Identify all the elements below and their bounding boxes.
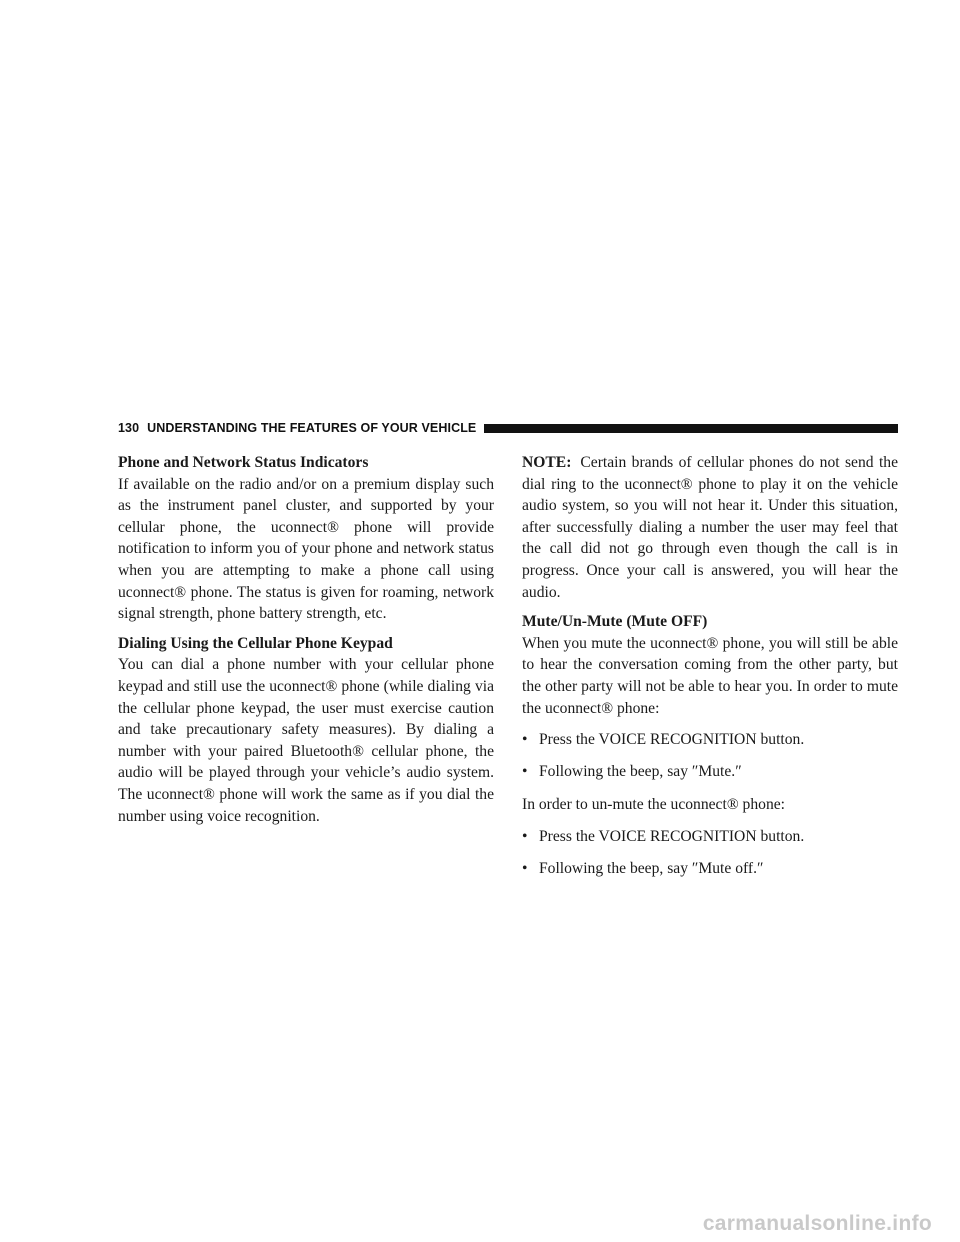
paragraph-unmute: In order to un-mute the uconnect® phone: xyxy=(522,796,785,814)
bullet-icon: • xyxy=(522,827,528,845)
heading-mute: Mute/Un-Mute (Mute OFF) xyxy=(522,613,708,631)
list-item-text: Following the beep, say ″Mute off.″ xyxy=(539,859,764,877)
heading-dialing-keypad: Dialing Using the Cellular Phone Keypad xyxy=(118,634,393,652)
note-label: NOTE: xyxy=(522,454,572,471)
page-header xyxy=(118,420,898,436)
list-item-text: Following the beep, say ″Mute.″ xyxy=(539,762,742,780)
note-paragraph xyxy=(522,452,898,603)
list-item-text: Press the VOICE RECOGNITION button. xyxy=(539,827,805,845)
list-item-text: Press the VOICE RECOGNITION button. xyxy=(539,731,805,749)
note-text: Certain brands of cellular phones do not send the dial ring to the uconnect® phone to play it on the vehicle audio system, so you will not hear it. Under this situation, after successfully dialing a number the user may feel that the call did not go through even though the call is in progress. Once your call is answered, you will hear the audio. xyxy=(522,454,898,601)
left-column xyxy=(118,452,494,827)
paragraph-status-indicators: If available on the radio and/or on a premium display such as the instrument panel cluster, and supported by your cellular phone, the uconnect® phone will provide notification to inform you of your phone and network status when you are attempting to make a phone call using uconnect® phone. The status is given for roaming, network signal strength, phone battery strength, etc. xyxy=(118,475,494,623)
heading-status-indicators: Phone and Network Status Indicators xyxy=(118,454,369,471)
unmute-steps-list xyxy=(522,826,898,879)
right-column xyxy=(522,452,898,879)
list-item xyxy=(522,729,898,751)
bullet-icon: • xyxy=(522,859,528,877)
list-item xyxy=(522,826,898,848)
bullet-icon: • xyxy=(522,762,528,780)
paragraph-mute: When you mute the uconnect® phone, you will still be able to hear the conversation coming from the other party, but the other party will not be able to hear you. In order to mute the uconnect® phone: xyxy=(522,634,898,717)
bullet-icon: • xyxy=(522,731,528,749)
mute-steps-list xyxy=(522,729,898,782)
page-number: 130 xyxy=(118,421,140,435)
header-rule xyxy=(484,424,898,433)
watermark: carmanualsonline.info xyxy=(702,1212,932,1235)
paragraph-dialing-keypad: You can dial a phone number with your cellular phone keypad and still use the uconnect® phone (while dialing via the cellular phone keypad, the user must exercise caution and take precautionary safety measures). By dialing a number with your paired Bluetooth® cellular phone, the audio will be played through your vehicle’s audio system. The uconnect® phone will work the same as if you dial the number using voice recognition. xyxy=(118,656,494,825)
list-item xyxy=(522,858,898,880)
section-title: UNDERSTANDING THE FEATURES OF YOUR VEHICLE xyxy=(147,421,477,435)
list-item xyxy=(522,761,898,783)
